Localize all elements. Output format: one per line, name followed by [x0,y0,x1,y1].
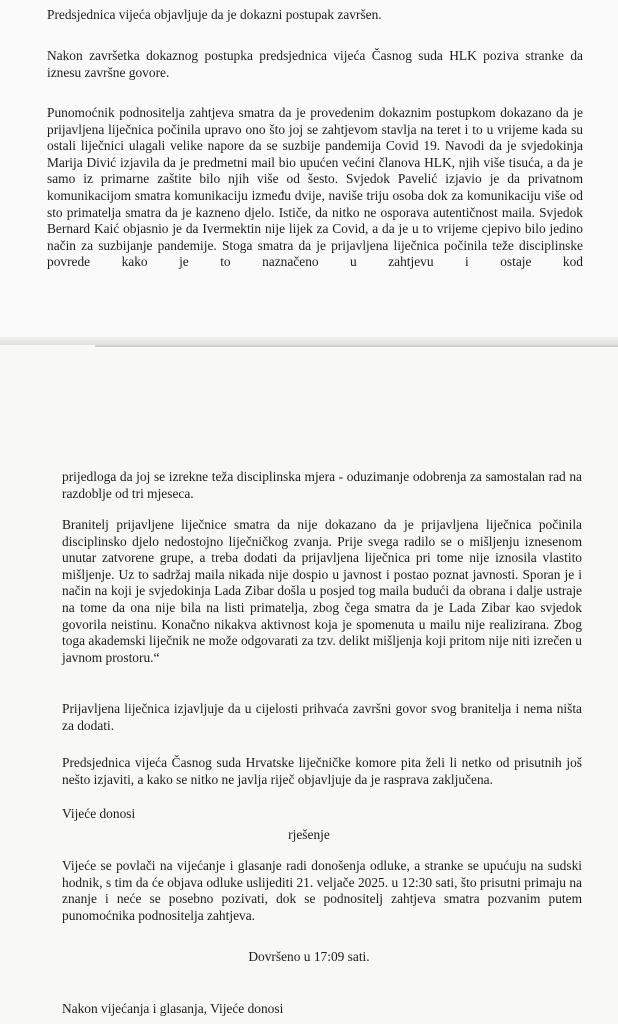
heading-ruling: rješenje [288,827,330,842]
paragraph-accused-statement: Prijavljena liječnica izjavljuje da u cijelosti prihvaća završni govor svog branitelja i nema ništa za dodati. [62,701,582,733]
scanned-page-2 [0,345,618,1024]
paragraph-defense-speech: Branitelj prijavljene liječnice smatra da nije dokazano da je prijavljena liječnica počinila disciplinsko djelo nedostojno liječničkog zvanja. Prije svega radilo se o mišljenju iznesenom unutar zatvorene grupe, a treba dodati da prijavljena liječnica pri tome nije iznosila vlastito mišljenje. Uz to sadržaj maila nikada nije dospio u javnost i postao poznat javnosti. Sporan je i način na koji je svjedokinja Lada Zibar došla u posjed tog maila budući da obrana i dalje ustraje na tome da ona nije bila na listi primatelja, zbog čega smatra da je Lada Zibar kao svjedok govorila neistinu. Konačno nikakva aktivnost koja je spomenuta u mailu nije realizirana. Zbog toga akademski liječnik ne može odgovarati za tzv. delikt mišljenja koji pritom nije niti izrečen u javnom prostoru.“ [62,517,582,665]
paragraph-proposal-continued: prijedloga da joj se izrekne teža disciplinska mjera - oduzimanje odobrenja za samostalan rad na razdoblje od tri mjeseca. [62,469,582,501]
scanned-page-1 [0,0,618,345]
completion-time: Dovršeno u 17:09 sati. [248,949,370,964]
paragraph-closing-speeches-call: Nakon završetka dokaznog postupka predsjednica vijeća Časnog suda HLK poziva stranke da iznesu završne govore. [47,48,583,80]
paragraph-council-adopts: Vijeće donosi [62,806,136,821]
paragraph-evidence-closed: Predsjednica vijeća objavljuje da je dokazni postupak završen. [47,7,382,22]
paragraph-hearing-concluded: Predsjednica vijeća Časnog suda Hrvatske liječničke komore pita želi li netko od prisutnih još nešto izjaviti, a kako se nitko ne javlja riječ objavljuje da je rasprava zaključena. [62,755,582,787]
paragraph-after-deliberation: Nakon vijećanja i glasanja, Vijeće donosi [62,1001,284,1016]
scan-top-edge [95,345,618,347]
paragraph-deliberation: Vijeće se povlači na vijećanje i glasanje radi donošenja odluke, a stranke se upućuju na sudski hodnik, s tim da će objava odluke uslijediti 21. veljače 2025. u 12:30 sati, što prisutni primaju na znanje i neće se posebno pozivati, dok se podnositelj zahtjeva smatra pozvanim putem punomoćnika podnositelja zahtjeva. [62,858,582,923]
paragraph-applicant-counsel-speech: Punomoćnik podnositelja zahtjeva smatra da je provedenim dokaznim postupkom dokazano da je prijavljena liječnica počinila upravo ono što joj se zahtjevom stavlja na teret i to u vrijeme kada su ostali liječnici ulagali velike napore da se suzbije pandemija Covid 19. Navodi da je svjedokinja Marija Divić izjavila da je predmetni mail bio upućen većini članova HLK, njih više tisuća, a da je samo iz primarne zaštite bilo njih više od šesto. Svjedok Pavelić izjavio je da privatnom komunikacijom smatra komunikaciju između dvije, naviše triju osoba dok za komunikaciju više od sto primatelja smatra da je kazneno djelo. Ističe, da nitko ne osporava autentičnost maila. Svjedok Bernard Kaić objasnio je da Ivermektin nije lijek za Covid, a da je u to vrijeme cjepivo bilo jedino način za suzbijanje pandemije. Stoga smatra da je prijavljena liječnica počinila teže disciplinske povrede kako je to naznačeno u zahtjevu i ostaje kod [47,105,583,270]
